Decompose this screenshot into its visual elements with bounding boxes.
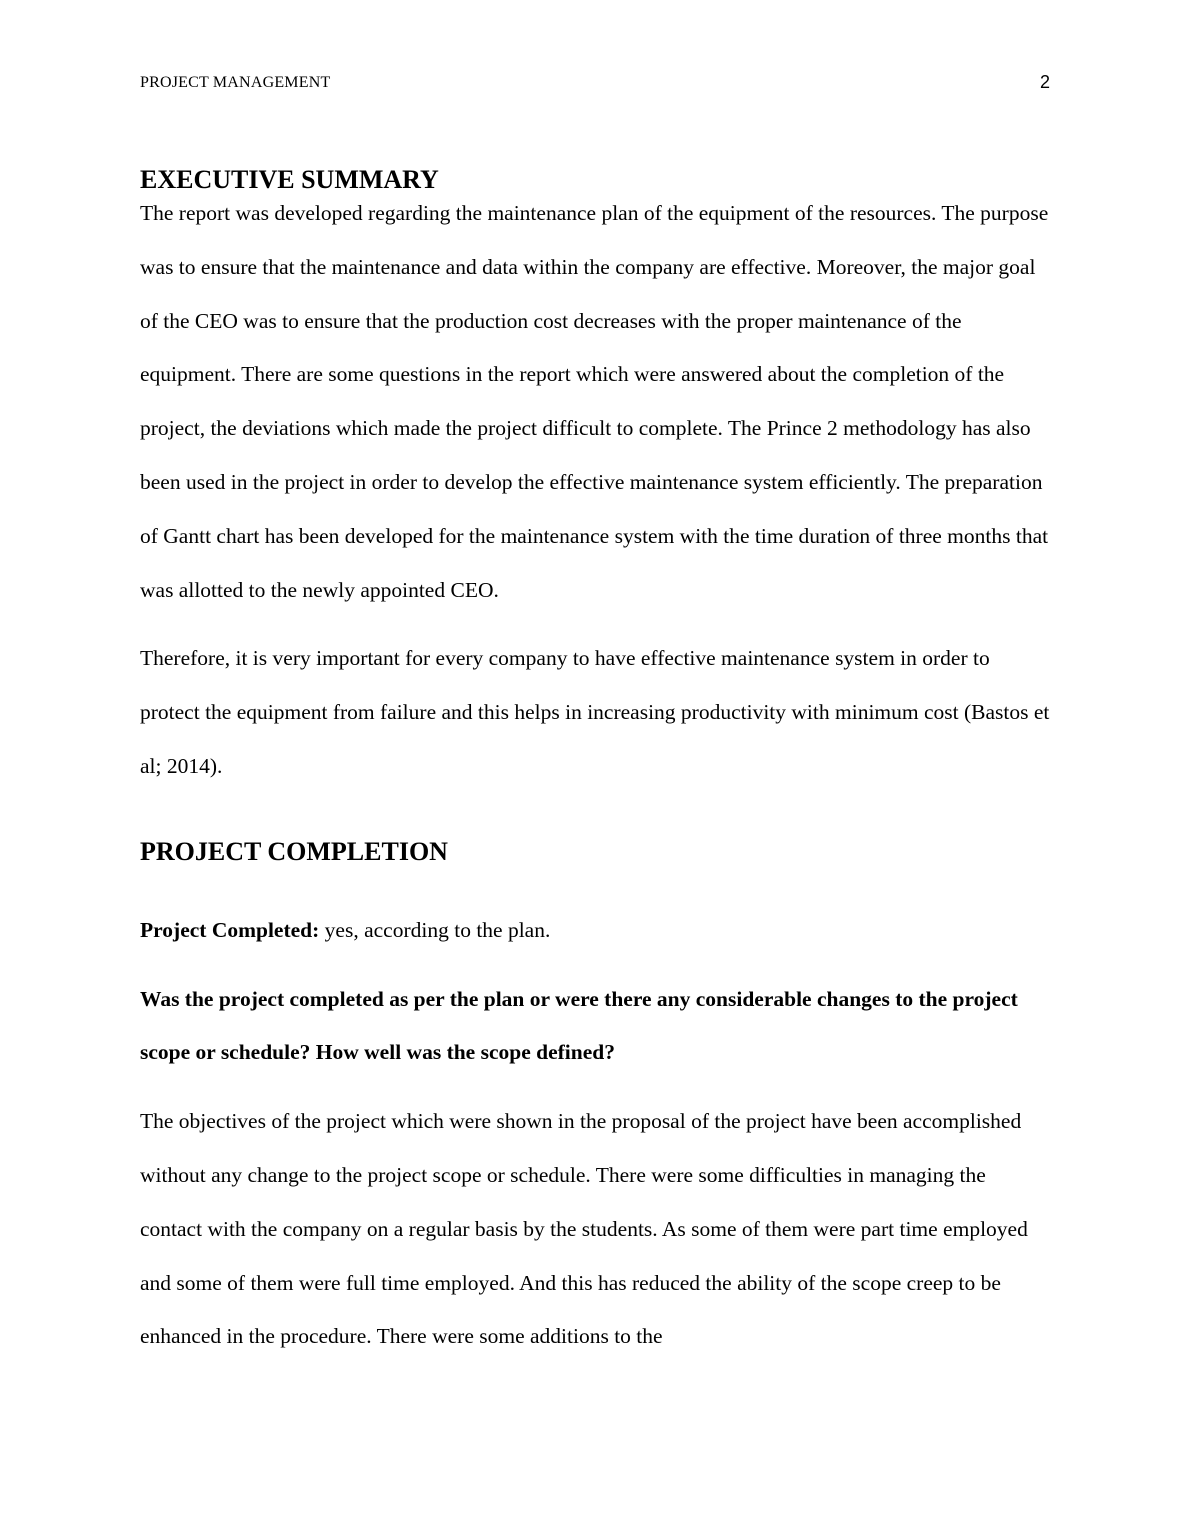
running-head: PROJECT MANAGEMENT bbox=[140, 74, 331, 91]
executive-summary-heading: EXECUTIVE SUMMARY bbox=[140, 165, 439, 194]
objectives-paragraph: The objectives of the project which were shown in the proposal of the project have been accomplished without any change to the project scope or schedule. There were some difficulties in managing the contact with the company on a regular basis by the students. As some of them were part time employed and some of them were full time employed. And this has reduced the ability of the scope creep to be enhanced in the procedure. There were some additions to the bbox=[140, 1109, 1028, 1349]
page-number: 2 bbox=[1039, 72, 1050, 92]
project-completed-value: yes, according to the plan. bbox=[319, 917, 551, 942]
project-completed-line bbox=[140, 904, 1052, 958]
project-completed-label: Project Completed: bbox=[140, 917, 320, 942]
scope-question: Was the project completed as per the plan or were there any considerable changes to the project scope or schedule? How well was the scope defined? bbox=[140, 986, 1018, 1065]
project-completion-heading: PROJECT COMPLETION bbox=[140, 836, 448, 866]
document-body bbox=[140, 160, 1052, 1364]
executive-summary-paragraph-1: The report was developed regarding the maintenance plan of the equipment of the resources. The purpose was to ensure that the maintenance and data within the company are effective. Moreover, the major goal of the CEO was to ensure that the production cost decreases with the proper maintenance of the equipment. There are some questions in the report which were answered about the completion of the project, the deviations which made the project difficult to complete. The Prince 2 methodology has also been used in the project in order to develop the effective maintenance system efficiently. The preparation of Gantt chart has been developed for the maintenance system with the time duration of three months that was allotted to the newly appointed CEO. bbox=[140, 201, 1049, 602]
executive-summary-paragraph-2: Therefore, it is very important for every company to have effective maintenance system in order to protect the equipment from failure and this helps in increasing productivity with minimum cost (Bastos et al; 2014). bbox=[140, 646, 1050, 778]
